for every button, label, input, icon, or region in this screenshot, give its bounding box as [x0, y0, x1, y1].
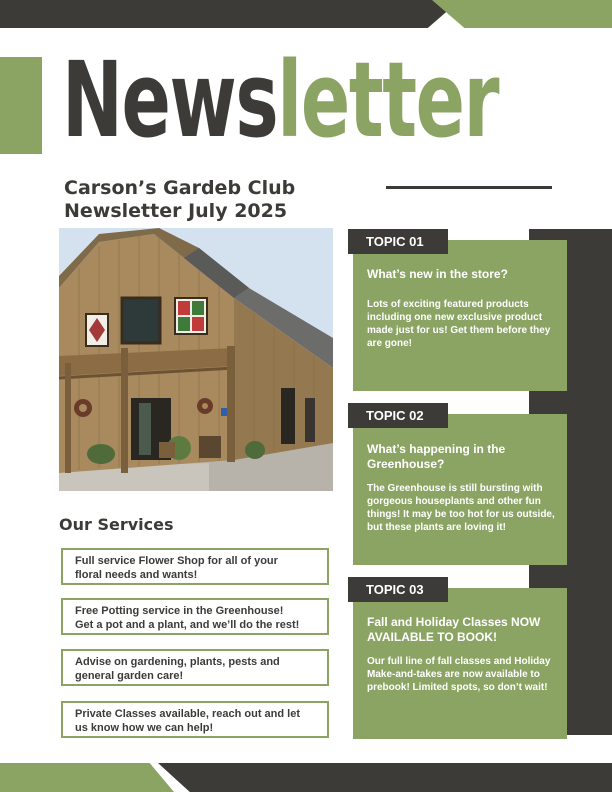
service-item-line: floral needs and wants! [75, 569, 198, 581]
service-item-line: Advise on gardening, plants, pests and [75, 656, 280, 668]
topic-02-tab: TOPIC 02 [348, 403, 448, 428]
service-item-line: us know how we can help! [75, 722, 214, 734]
service-item [61, 548, 329, 585]
newsletter-title [64, 177, 344, 223]
services-heading: Our Services [59, 515, 174, 534]
left-green-block [0, 57, 42, 154]
newsletter-title-line1: Carson’s Gardeb Club [64, 177, 296, 199]
topic-03-heading: Fall and Holiday Classes NOW AVAILABLE TO BOOK! [367, 615, 541, 644]
bottom-dark-bar [158, 763, 612, 792]
service-item [61, 701, 329, 738]
topic-02-body: The Greenhouse is still bursting with gorgeous houseplants and other fun things! It may be too hot for us outside, but these plants are loving it! [367, 483, 555, 533]
topic-01-box [353, 240, 567, 391]
title-rule [386, 186, 552, 189]
masthead [62, 30, 498, 170]
topic-03-box [353, 588, 567, 739]
top-green-bar [432, 0, 612, 28]
masthead-green-part: letter [277, 39, 499, 161]
topic-03-tab: TOPIC 03 [348, 577, 448, 602]
topic-01-body: Lots of exciting featured products including one new exclusive product made just for us! Get them before they are gone! [367, 299, 551, 349]
service-item-line: general garden care! [75, 670, 184, 682]
service-item-line: Full service Flower Shop for all of your [75, 555, 278, 567]
service-item-line: Get a pot and a plant, and we’ll do the rest! [75, 619, 300, 631]
topic-01-heading: What’s new in the store? [367, 267, 508, 281]
barn-photo [59, 228, 333, 491]
topic-03-body: Our full line of fall classes and Holiday Make-and-takes are now available to prebook! Limited spots, so don’t wait! [367, 656, 551, 693]
masthead-dark-part: News [62, 39, 278, 161]
top-dark-bar [0, 0, 460, 28]
bottom-green-bar [0, 763, 174, 792]
service-item-line: Private Classes available, reach out and let [75, 708, 300, 720]
service-item [61, 598, 329, 635]
topic-01-tab: TOPIC 01 [348, 229, 448, 254]
topic-02-heading: What’s happening in the Greenhouse? [367, 442, 506, 471]
service-item [61, 649, 329, 686]
topic-02-box [353, 414, 567, 565]
newsletter-title-line2: Newsletter July 2025 [64, 200, 288, 222]
service-item-line: Free Potting service in the Greenhouse! [75, 605, 284, 617]
